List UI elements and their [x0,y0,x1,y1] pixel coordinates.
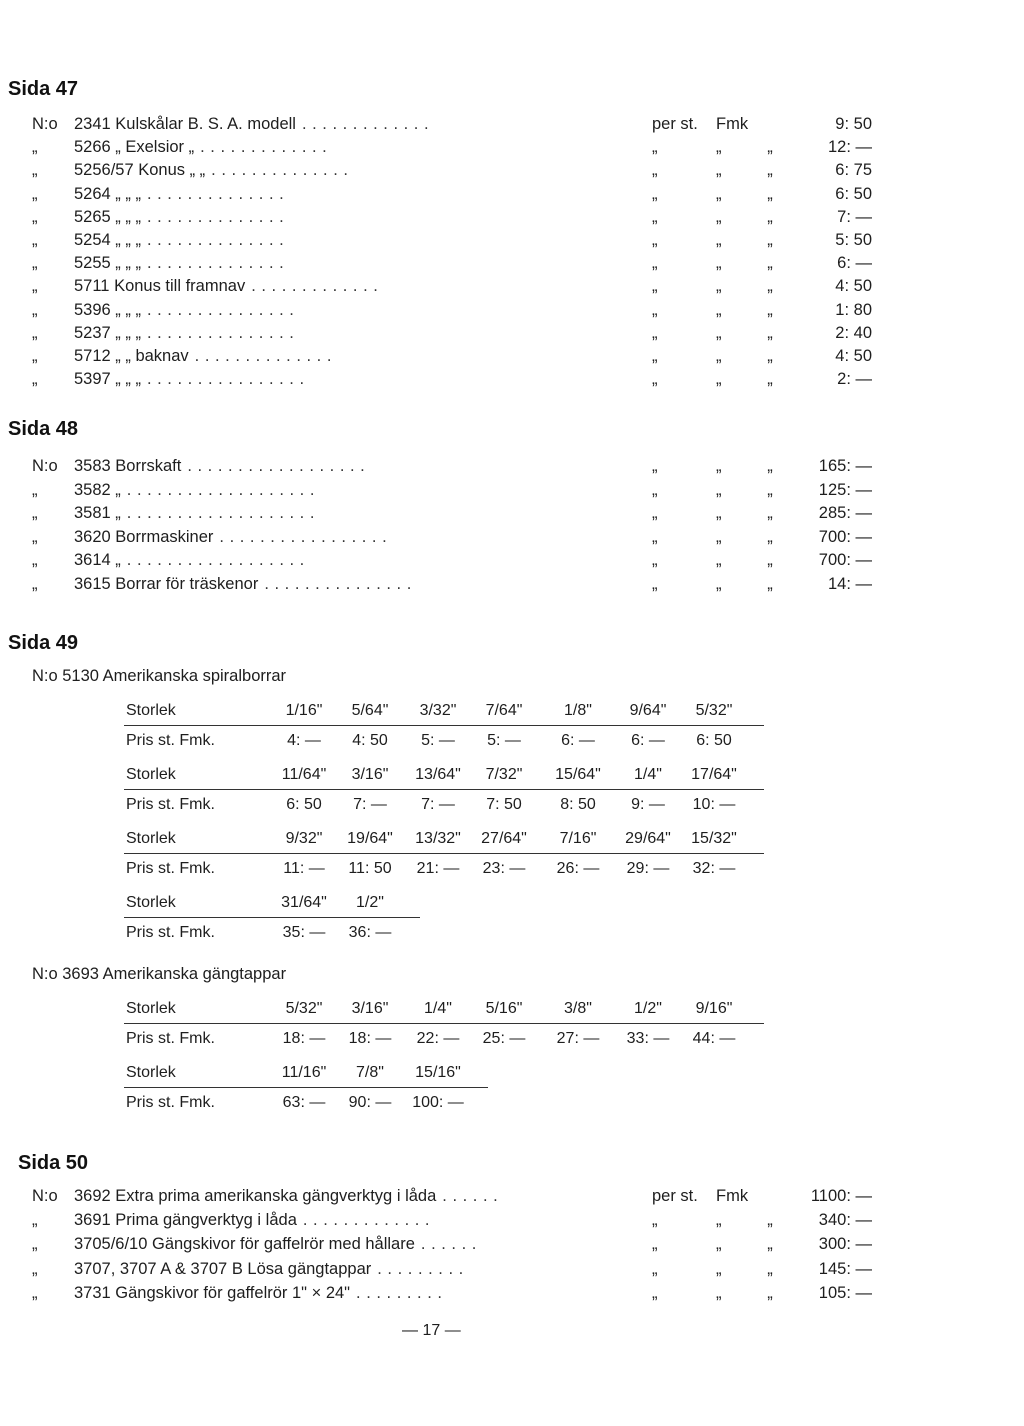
dot-leader: . . . . . . . . . . . . . . [146,231,285,249]
price-cell: 6: — [631,732,665,749]
size-cell: 15/64" [555,766,601,783]
dot-leader: . . . . . . . . . [356,1283,443,1302]
price-label: Pris st. Fmk. [126,796,215,813]
row-prefix: „ [32,161,38,180]
dot-leader: . . . . . . . . . . . . . . [146,207,285,226]
price-list-row [0,1257,1024,1281]
unit-per: „ [652,231,658,249]
item-price: 5: 50 [835,231,872,249]
dot-leader: . . . . . . . . . . . . . . . . . . . [126,480,315,499]
unit-currency: „ [716,138,722,157]
unit-currency: Fmk [716,115,749,133]
ditto-mark: „ [767,300,773,319]
item-description: 3691 Prima gängverktyg i låda [74,1211,297,1230]
price-cell: 11: 50 [348,860,392,877]
dot-leader: . . . . . . [442,1187,499,1205]
item-price: 300: — [818,1235,872,1254]
page-number: — 17 — [402,1322,461,1339]
unit-currency: „ [716,323,722,342]
unit-per: „ [652,457,658,475]
row-prefix: „ [32,575,38,593]
size-cell: 5/16" [485,1000,523,1017]
ditto-mark: „ [767,527,773,546]
item-description: 3614 „ [74,551,121,570]
dot-leader: . . . . . . . . . . . . . . . . [146,370,305,389]
unit-per: „ [652,1235,658,1254]
unit-per: „ [652,184,658,203]
unit-currency: „ [716,527,722,546]
unit-per: „ [652,323,658,342]
dot-leader: . . . . . . . . . . . . . . . [264,575,412,593]
unit-currency: „ [716,504,722,523]
price-list-row [0,572,1024,596]
unit-currency: „ [716,161,722,180]
unit-currency: „ [716,551,722,570]
row-prefix: „ [32,347,38,365]
item-price: 14: — [827,575,872,593]
unit-per: „ [652,207,658,226]
unit-currency: „ [716,231,722,249]
row-prefix: „ [32,323,38,342]
item-description: 2341 Kulskålar B. S. A. modell [74,115,296,133]
size-cell: 1/8" [564,702,592,719]
section-title: Sida 50 [18,1152,89,1174]
row-prefix: „ [32,138,38,157]
row-prefix: „ [32,254,38,273]
unit-per: „ [652,504,658,523]
unit-currency: „ [716,1259,722,1278]
size-cell: 15/16" [415,1064,461,1081]
size-cell: 27/64" [481,830,527,847]
size-label: Storlek [126,766,176,783]
size-label: Storlek [126,830,176,847]
size-cell: 7/64" [485,702,523,719]
item-price: 145: — [818,1259,872,1278]
price-cell: 7: — [353,796,387,813]
table-rule [124,917,420,918]
size-cell: 19/64" [347,830,393,847]
size-cell: 3/16" [351,1000,389,1017]
size-cell: 5/32" [285,1000,323,1017]
ditto-mark: „ [767,161,773,180]
price-cell: 18: — [282,1030,326,1047]
price-list-row [0,158,1024,182]
price-cell: 6: — [561,732,595,749]
item-description: 5254 „ „ „ [74,231,141,249]
price-cell: 36: — [348,924,392,941]
ditto-mark: „ [767,457,773,475]
item-price: 7: — [837,207,872,226]
dot-leader: . . . . . . . . . . . . . [251,277,379,296]
table-rule [124,1023,764,1024]
unit-currency: „ [716,184,722,203]
dot-leader: . . . . . . . . . [377,1259,464,1278]
ditto-mark: „ [767,504,773,523]
row-prefix: „ [32,1259,38,1278]
size-row [0,890,1024,916]
item-description: 5397 „ „ „ [74,370,141,389]
ditto-mark: „ [767,207,773,226]
price-list-row [0,1208,1024,1232]
ditto-mark: „ [767,1283,773,1302]
row-prefix: „ [32,370,38,389]
item-price: 1: 80 [835,300,872,319]
row-prefix: N:o [32,457,58,475]
item-price: 2: — [837,370,872,389]
ditto-mark: „ [767,575,773,593]
size-cell: 5/32" [695,702,733,719]
item-description: 3707, 3707 A & 3707 B Lösa gängtappar [74,1259,372,1278]
item-description: 5264 „ „ „ [74,184,141,203]
row-prefix: „ [32,551,38,570]
ditto-mark: „ [767,277,773,296]
unit-per: „ [652,1283,658,1302]
dot-leader: . . . . . . . . . . . . . . [194,347,332,365]
unit-per: „ [652,480,658,499]
row-prefix: „ [32,300,38,319]
price-cell: 4: — [287,732,321,749]
size-row [0,1060,1024,1086]
unit-per: „ [652,551,658,570]
price-cell: 90: — [348,1094,392,1111]
item-price: 700: — [818,527,872,546]
price-cell: 5: — [487,732,521,749]
item-description: 3583 Borrskaft [74,457,182,475]
price-list-row [0,251,1024,275]
size-cell: 9/16" [695,1000,733,1017]
price-cell: 8: 50 [560,796,596,813]
size-label: Storlek [126,1064,176,1081]
price-cell: 6: 50 [286,796,322,813]
item-description: 5256/57 Konus „ „ [74,161,206,180]
section-title: Sida 48 [8,418,79,440]
unit-per: „ [652,161,658,180]
item-description: 5265 „ „ „ [74,207,141,226]
row-prefix: „ [32,504,38,523]
unit-currency: „ [716,370,722,389]
unit-per: „ [652,300,658,319]
unit-currency: „ [716,254,722,273]
size-cell: 1/4" [424,1000,452,1017]
ditto-mark: „ [767,370,773,389]
unit-currency: „ [716,347,722,365]
item-description: 5711 Konus till framnav [74,277,246,296]
ditto-mark: „ [767,184,773,203]
unit-currency: „ [716,207,722,226]
size-label: Storlek [126,702,176,719]
ditto-mark: „ [767,480,773,499]
price-label: Pris st. Fmk. [126,860,215,877]
price-row [0,1090,1024,1116]
size-cell: 5/64" [351,702,389,719]
price-list-row [0,298,1024,322]
section-title: Sida 49 [8,632,79,654]
price-cell: 5: — [421,732,455,749]
item-price: 2: 40 [835,323,872,342]
item-price: 125: — [818,480,872,499]
item-description: 5266 „ Exelsior „ [74,138,195,157]
row-prefix: „ [32,184,38,203]
row-prefix: „ [32,207,38,226]
price-list-row [0,1184,1024,1208]
unit-per: „ [652,1211,658,1230]
price-cell: 9: — [631,796,665,813]
row-prefix: „ [32,1211,38,1230]
price-label: Pris st. Fmk. [126,1094,215,1111]
price-list-row [0,525,1024,549]
product-heading: N:o 3693 Amerikanska gängtappar [32,965,287,983]
item-description: 3705/6/10 Gängskivor för gaffelrör med hållare [74,1235,415,1254]
price-row [0,792,1024,818]
price-cell: 18: — [348,1030,392,1047]
unit-per: per st. [652,1187,698,1205]
size-row [0,762,1024,788]
item-description: 3620 Borrmaskiner [74,527,214,546]
item-price: 4: 50 [835,347,872,365]
size-cell: 7/32" [485,766,523,783]
row-prefix: N:o [32,1187,58,1205]
item-price: 6: — [837,254,872,273]
size-label: Storlek [126,1000,176,1017]
item-description: 3581 „ [74,504,121,523]
price-list-row [0,228,1024,252]
price-list-row [0,135,1024,159]
price-cell: 63: — [282,1094,326,1111]
item-description: 5255 „ „ „ [74,254,141,273]
ditto-mark: „ [767,231,773,249]
price-row [0,920,1024,946]
size-cell: 3/8" [564,1000,592,1017]
dot-leader: . . . . . . . . . . . . . . . . . . [126,551,305,570]
item-description: 5396 „ „ „ [74,300,141,319]
item-price: 285: — [818,504,872,523]
price-list-row [0,321,1024,345]
price-cell: 6: 50 [696,732,732,749]
item-price: 165: — [818,457,872,475]
price-cell: 29: — [626,860,670,877]
size-cell: 3/16" [351,766,389,783]
dot-leader: . . . . . . . . . . . . . . . [146,300,295,319]
dot-leader: . . . . . . . . . . . . . . . . . . . [126,504,315,523]
price-cell: 10: — [692,796,736,813]
size-cell: 1/16" [285,702,323,719]
item-price: 340: — [818,1211,872,1230]
price-cell: 32: — [692,860,736,877]
ditto-mark: „ [767,1259,773,1278]
dot-leader: . . . . . . . . . . . . . . [211,161,349,180]
price-label: Pris st. Fmk. [126,732,215,749]
price-cell: 21: — [416,860,460,877]
dot-leader: . . . . . . . . . . . . . [200,138,328,157]
size-cell: 15/32" [691,830,737,847]
unit-currency: „ [716,277,722,296]
table-rule [124,725,764,726]
row-prefix: „ [32,480,38,499]
price-cell: 4: 50 [352,732,388,749]
row-prefix: „ [32,527,38,546]
unit-per: „ [652,277,658,296]
table-rule [124,1087,488,1088]
size-cell: 31/64" [281,894,327,911]
item-price: 6: 75 [835,161,872,180]
size-cell: 11/16" [281,1064,327,1081]
size-cell: 29/64" [625,830,671,847]
price-row [0,856,1024,882]
size-cell: 3/32" [419,702,457,719]
product-heading: N:o 5130 Amerikanska spiralborrar [32,667,287,685]
dot-leader: . . . . . . . . . . . . . . [146,254,285,273]
unit-per: „ [652,347,658,365]
row-prefix: „ [32,1235,38,1254]
price-list-row [0,501,1024,525]
size-cell: 1/2" [356,894,384,911]
unit-currency: Fmk [716,1187,749,1205]
size-cell: 11/64" [281,766,327,783]
price-list-row [0,367,1024,391]
price-list-row [0,274,1024,298]
price-cell: 35: — [282,924,326,941]
price-list-row [0,548,1024,572]
size-cell: 17/64" [691,766,737,783]
price-row [0,728,1024,754]
price-list-row [0,478,1024,502]
item-description: 5237 „ „ „ [74,323,141,342]
unit-currency: „ [716,575,722,593]
item-description: 3582 „ [74,480,121,499]
item-description: 5712 „ „ baknav [74,347,189,365]
table-rule [124,853,764,854]
unit-per: „ [652,527,658,546]
size-row [0,826,1024,852]
price-cell: 27: — [556,1030,600,1047]
row-prefix: „ [32,231,38,249]
unit-currency: „ [716,480,722,499]
size-cell: 1/2" [634,1000,662,1017]
unit-currency: „ [716,1211,722,1230]
size-cell: 9/64" [629,702,667,719]
price-cell: 33: — [626,1030,670,1047]
size-cell: 13/32" [415,830,461,847]
price-list-row [0,344,1024,368]
price-list-row [0,205,1024,229]
price-cell: 11: — [283,860,325,877]
size-label: Storlek [126,894,176,911]
size-row [0,996,1024,1022]
ditto-mark: „ [767,1235,773,1254]
item-price: 12: — [827,138,872,157]
price-cell: 22: — [416,1030,460,1047]
size-cell: 7/16" [559,830,597,847]
unit-currency: „ [716,1283,722,1302]
price-list-row [0,1281,1024,1305]
dot-leader: . . . . . . . . . . . . . [301,115,430,133]
dot-leader: . . . . . . . . . . . . . . . . . . [187,457,366,475]
unit-currency: „ [716,1235,722,1254]
size-cell: 1/4" [634,766,662,783]
item-price: 4: 50 [835,277,872,296]
ditto-mark: „ [767,551,773,570]
ditto-mark: „ [767,1211,773,1230]
price-cell: 100: — [412,1094,464,1111]
unit-currency: „ [716,457,722,475]
price-cell: 25: — [482,1030,526,1047]
item-price: 6: 50 [835,184,872,203]
item-price: 700: — [818,551,872,570]
ditto-mark: „ [767,254,773,273]
item-price: 1100: — [810,1187,872,1205]
price-label: Pris st. Fmk. [126,1030,215,1047]
row-prefix: N:o [32,115,58,133]
dot-leader: . . . . . . . . . . . . . [302,1211,430,1230]
price-label: Pris st. Fmk. [126,924,215,941]
dot-leader: . . . . . . . . . . . . . . [146,184,285,203]
item-description: 3692 Extra prima amerikanska gängverktyg i låda [74,1187,437,1205]
unit-per: „ [652,254,658,273]
size-cell: 7/8" [356,1064,384,1081]
size-cell: 13/64" [415,766,461,783]
table-rule [124,789,764,790]
unit-per: per st. [652,115,698,133]
size-row [0,698,1024,724]
price-list-row [0,1232,1024,1256]
ditto-mark: „ [767,138,773,157]
dot-leader: . . . . . . . . . . . . . . . . . [219,527,388,546]
price-cell: 7: — [421,796,455,813]
price-list-row [0,454,1024,478]
ditto-mark: „ [767,347,773,365]
item-price: 9: 50 [835,115,872,133]
price-row [0,1026,1024,1052]
row-prefix: „ [32,1283,38,1302]
item-price: 105: — [818,1283,872,1302]
unit-per: „ [652,575,658,593]
dot-leader: . . . . . . . . . . . . . . . [146,323,295,342]
unit-per: „ [652,138,658,157]
unit-per: „ [652,1259,658,1278]
price-cell: 7: 50 [486,796,522,813]
unit-currency: „ [716,300,722,319]
section-title: Sida 47 [8,78,79,100]
price-list-row [0,182,1024,206]
dot-leader: . . . . . . [420,1235,477,1254]
item-description: 3615 Borrar för träskenor [74,575,259,593]
price-list-row [0,112,1024,136]
ditto-mark: „ [767,323,773,342]
item-description: 3731 Gängskivor för gaffelrör 1" × 24" [74,1283,351,1302]
row-prefix: „ [32,277,38,296]
price-cell: 26: — [556,860,600,877]
price-cell: 23: — [482,860,526,877]
unit-per: „ [652,370,658,389]
size-cell: 9/32" [285,830,323,847]
price-cell: 44: — [692,1030,736,1047]
